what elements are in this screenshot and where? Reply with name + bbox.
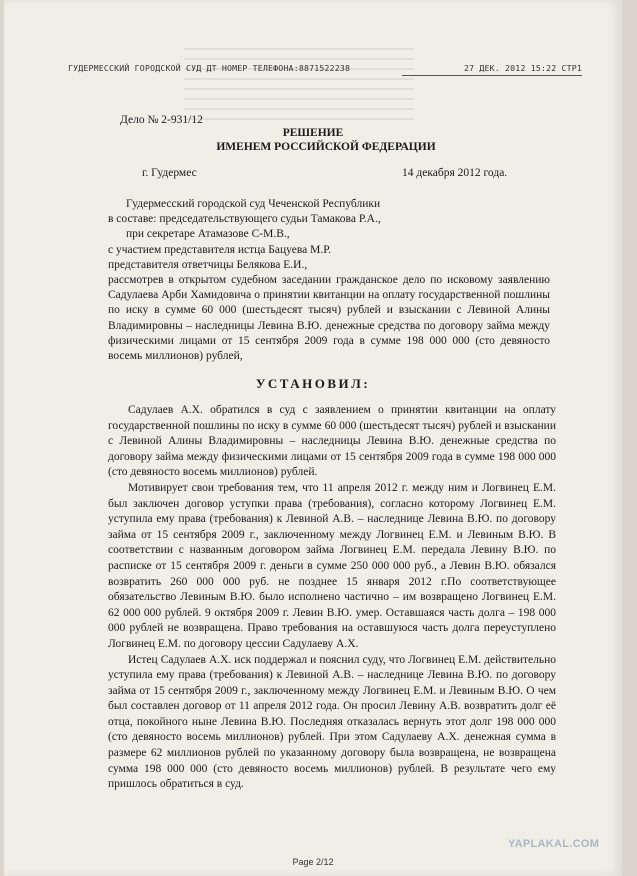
intro-line: в составе: председательствующего судьи Тамакова Р.А., xyxy=(108,213,381,226)
intro-line: с участием представителя истца Бацуева М.Р. xyxy=(108,243,332,256)
fax-header-left: ГУДЕРМЕССКИЙ ГОРОДСКОЙ СУД ДТ НОМЕР ТЕЛЕФОНА:8871522238 xyxy=(68,63,351,73)
bleed-through-lines xyxy=(184,40,414,128)
body-paragraph: Истец Садулаев А.Х. иск поддержал и пояснил суду, что Логвинец Е.М. действительно уступила ему права (требования) к Левиной А.В. – наследнице Левина В.Ю. по договору займа от 15 сентября 2009 г., заключенному между Логвинец Е.М. и Левиным В.Ю. О чем был составлен договор от 11 апреля 2012 года. Он просил Левину А.В. возвратить долг её отца, покойного ныне Левина В.Ю. Последняя отказалась вернуть этот долг 198 000 000 (сто девяносто восемь миллионов) рублей. При этом Садулаеву А.Х. денежная сумма в размере 62 миллионов рублей по указанному договору была возвращена, не возвращена сумма 198 000 000 (сто девяносто восемь миллионов) рублей. В результате чего ему пришлось обратиться в суд. xyxy=(108,653,556,791)
case-number: Дело № 2-931/12 xyxy=(120,114,203,126)
body-paragraph: Мотивирует свои требования тем, что 11 апреля 2012 г. между ним и Логвинец Е.М. был заключен договор уступки права (требования), согласно которому Логвинец Е.М. уступила ему права (требования) к Левиной А.В. – наследнице Левина В.Ю. по договору займа от 15 сентября 2009 г., заключенному между Логвинец Е.М. и Левиным В.Ю. В соответствии с названным договором займа Логвинец Е.М. передала Левину В.Ю. по расписке от 15 сентября 2009 г. деньги в сумме 250 000 000 руб., а Левин В.Ю. обязался возвратить 260 000 000 руб. не позднее 15 января 2012 г.По соответствующее обязательство Левиным В.Ю. было исполнено частично – им возвращено Логвинец Е.М. 62 000 000 рублей. 9 октября 2009 г. Левин В.Ю. умер. Оставшаяся часть долга – 198 000 000 рублей не возвращена. Право требования на оставшуюся часть долга переуступлено Логвинец Е.М. по договору цессии Садулаеву А.Х. xyxy=(108,481,556,650)
intro-block xyxy=(108,197,550,364)
watermark: YAPLAKAL.COM xyxy=(508,838,600,850)
fax-header xyxy=(68,63,582,73)
intro-line: при секретаре Атамазове С-М.В., xyxy=(126,228,290,241)
title-line-2: ИМЕНЕМ РОССИЙСКОЙ ФЕДЕРАЦИИ xyxy=(216,141,436,153)
document-title xyxy=(4,126,622,154)
intro-line: Гудермесский городской суд Чеченской Республики xyxy=(126,198,381,210)
decision-date: 14 декабря 2012 года. xyxy=(402,167,508,179)
fax-header-rule xyxy=(402,75,582,76)
intro-line: рассмотрев в открытом судебном заседании гражданское дело по исковому заявлению Садулаева Арби Хамидовича о принятии квитанции на оплату государственной пошлины по иску в сумме 60 000 (шестьдесят тысяч) рублей и взыскании с Левиной Алины Владимировны – наследницы Левина В.Ю. денежные средства по договору займа между физическими лицами от 15 сентября 2009 года в сумме 198 000 000 (сто девяносто восемь миллионов) рублей, xyxy=(108,274,550,363)
intro-line: представителя ответчицы Белякова Е.И., xyxy=(108,258,308,271)
document-page xyxy=(4,0,622,876)
body-paragraph: Садулаев А.Х. обратился в суд с заявлением о принятии квитанции на оплату государственной пошлины по иску в сумме 60 000 (шестьдесят тысяч) рублей и взыскании с Левиной Алины Владимировны – наследницы Левина В.Ю. денежные средства по договору займа между физическими лицами от 15 сентября 2009 года в сумме 198 000 000 (сто девяносто восемь миллионов) рублей. xyxy=(108,404,556,479)
body-text xyxy=(108,403,556,793)
title-line-1: РЕШЕНИЕ xyxy=(282,127,344,139)
page-number: Page 2/12 xyxy=(292,857,334,867)
fax-header-right: 27 ДЕК. 2012 15:22 СТР1 xyxy=(464,63,582,73)
place: г. Гудермес xyxy=(142,167,197,179)
section-heading: УСТАНОВИЛ: xyxy=(255,376,371,391)
